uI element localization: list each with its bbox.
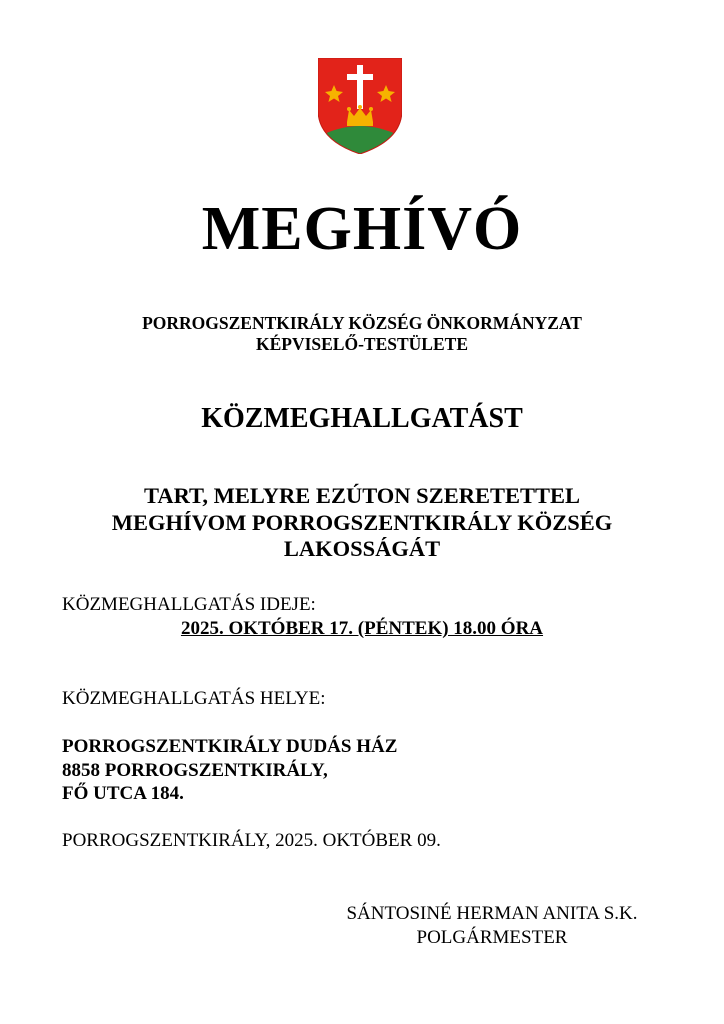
time-label: KÖZMEGHALLGATÁS IDEJE: [62, 594, 316, 615]
cross-icon [357, 65, 363, 109]
venue-label: KÖZMEGHALLGATÁS HELYE: [62, 688, 326, 709]
invitation-line-2: MEGHÍVOM PORROGSZENTKIRÁLY KÖZSÉG [111, 509, 613, 535]
organizer-line-1: PORROGSZENTKIRÁLY KÖZSÉG ÖNKORMÁNYZAT [142, 313, 582, 333]
event-heading: KÖZMEGHALLGATÁST [201, 403, 523, 434]
invitation-line-3: LAKOSSÁGÁT [283, 536, 441, 561]
organizer-line-2: KÉPVISELŐ-TESTÜLETE [255, 334, 469, 354]
signer-name: SÁNTOSINÉ HERMAN ANITA S.K. [346, 903, 638, 924]
venue-address [62, 735, 397, 806]
invitation-line-1: TART, MELYRE EZÚTON SZERETETTEL [143, 483, 580, 508]
event-date: 2025. OKTÓBER 17. (PÉNTEK) 18.00 ÓRA [180, 618, 544, 639]
signer-title: POLGÁRMESTER [416, 927, 568, 948]
invitation-text [60, 483, 664, 563]
venue-line-3: FŐ UTCA 184. [62, 783, 184, 804]
place-date: PORROGSZENTKIRÁLY, 2025. OKTÓBER 09. [62, 830, 441, 851]
signature-block [320, 902, 664, 950]
organizer [0, 313, 724, 355]
venue-line-1: PORROGSZENTKIRÁLY DUDÁS HÁZ [62, 736, 398, 757]
page-title: MEGHÍVÓ [201, 195, 523, 263]
coat-of-arms-icon [318, 58, 402, 154]
venue-line-2: 8858 PORROGSZENTKIRÁLY, [62, 759, 328, 781]
